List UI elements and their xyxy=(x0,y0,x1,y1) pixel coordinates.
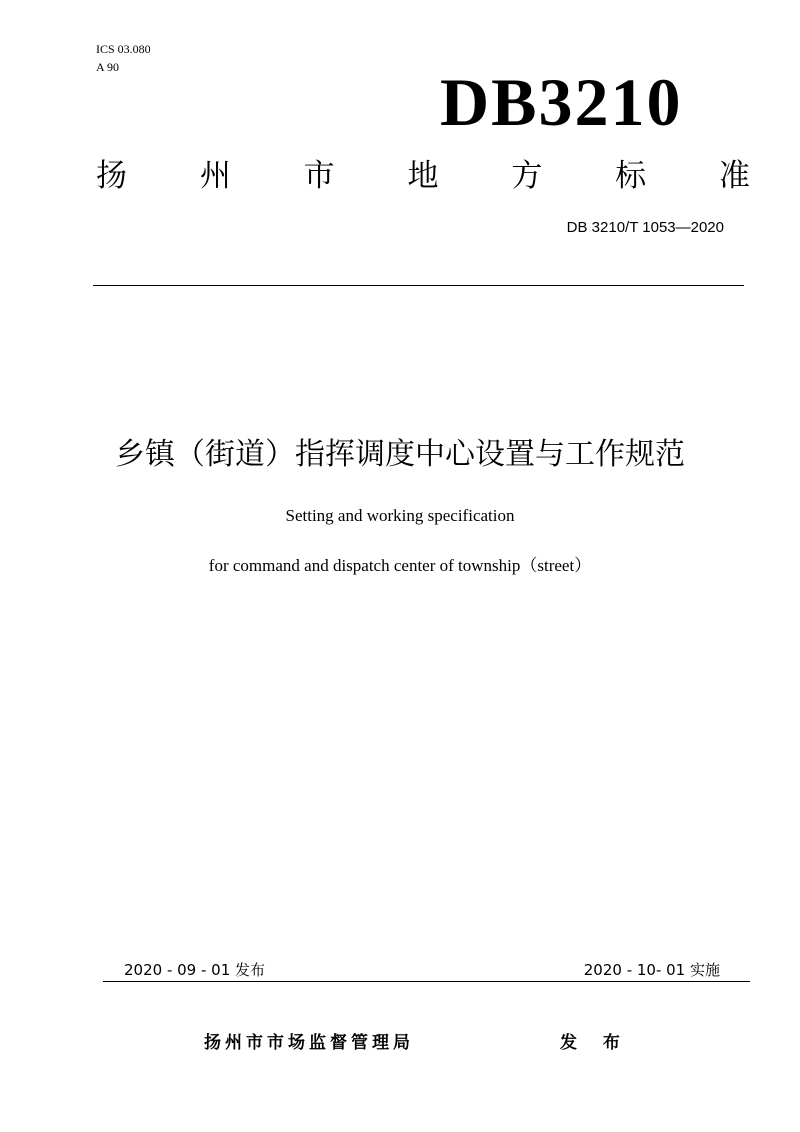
footer-divider xyxy=(103,981,750,982)
standard-type xyxy=(96,152,750,200)
standard-type-char: 标 xyxy=(615,158,647,194)
ccs-code: A 90 xyxy=(96,60,120,74)
classification-codes xyxy=(96,40,151,76)
document-title-english-line2: for command and dispatch center of township（street） xyxy=(208,556,592,575)
standard-type-char: 州 xyxy=(199,158,231,194)
header-divider xyxy=(93,285,744,286)
standard-number: DB 3210/T 1053—2020 xyxy=(566,219,724,236)
issuing-authority: 扬州市市场监督管理局 xyxy=(204,1033,414,1053)
standard-type-char: 市 xyxy=(303,158,335,194)
ics-code: ICS 03.080 xyxy=(96,42,151,56)
standard-code: DB3210 xyxy=(440,64,683,140)
standard-type-char: 地 xyxy=(407,158,439,194)
standard-type-char: 方 xyxy=(511,158,543,194)
document-title-chinese: 乡镇（街道）指挥调度中心设置与工作规范 xyxy=(115,437,685,472)
standard-type-char: 扬 xyxy=(96,158,127,194)
document-title-english-line1: Setting and working specification xyxy=(285,506,515,525)
publish-date: 2020 - 09 - 01 发布 xyxy=(124,961,266,979)
standard-type-char: 准 xyxy=(718,158,750,194)
implement-date: 2020 - 10- 01 实施 xyxy=(583,961,720,979)
issue-label: 发 布 xyxy=(560,1033,630,1053)
